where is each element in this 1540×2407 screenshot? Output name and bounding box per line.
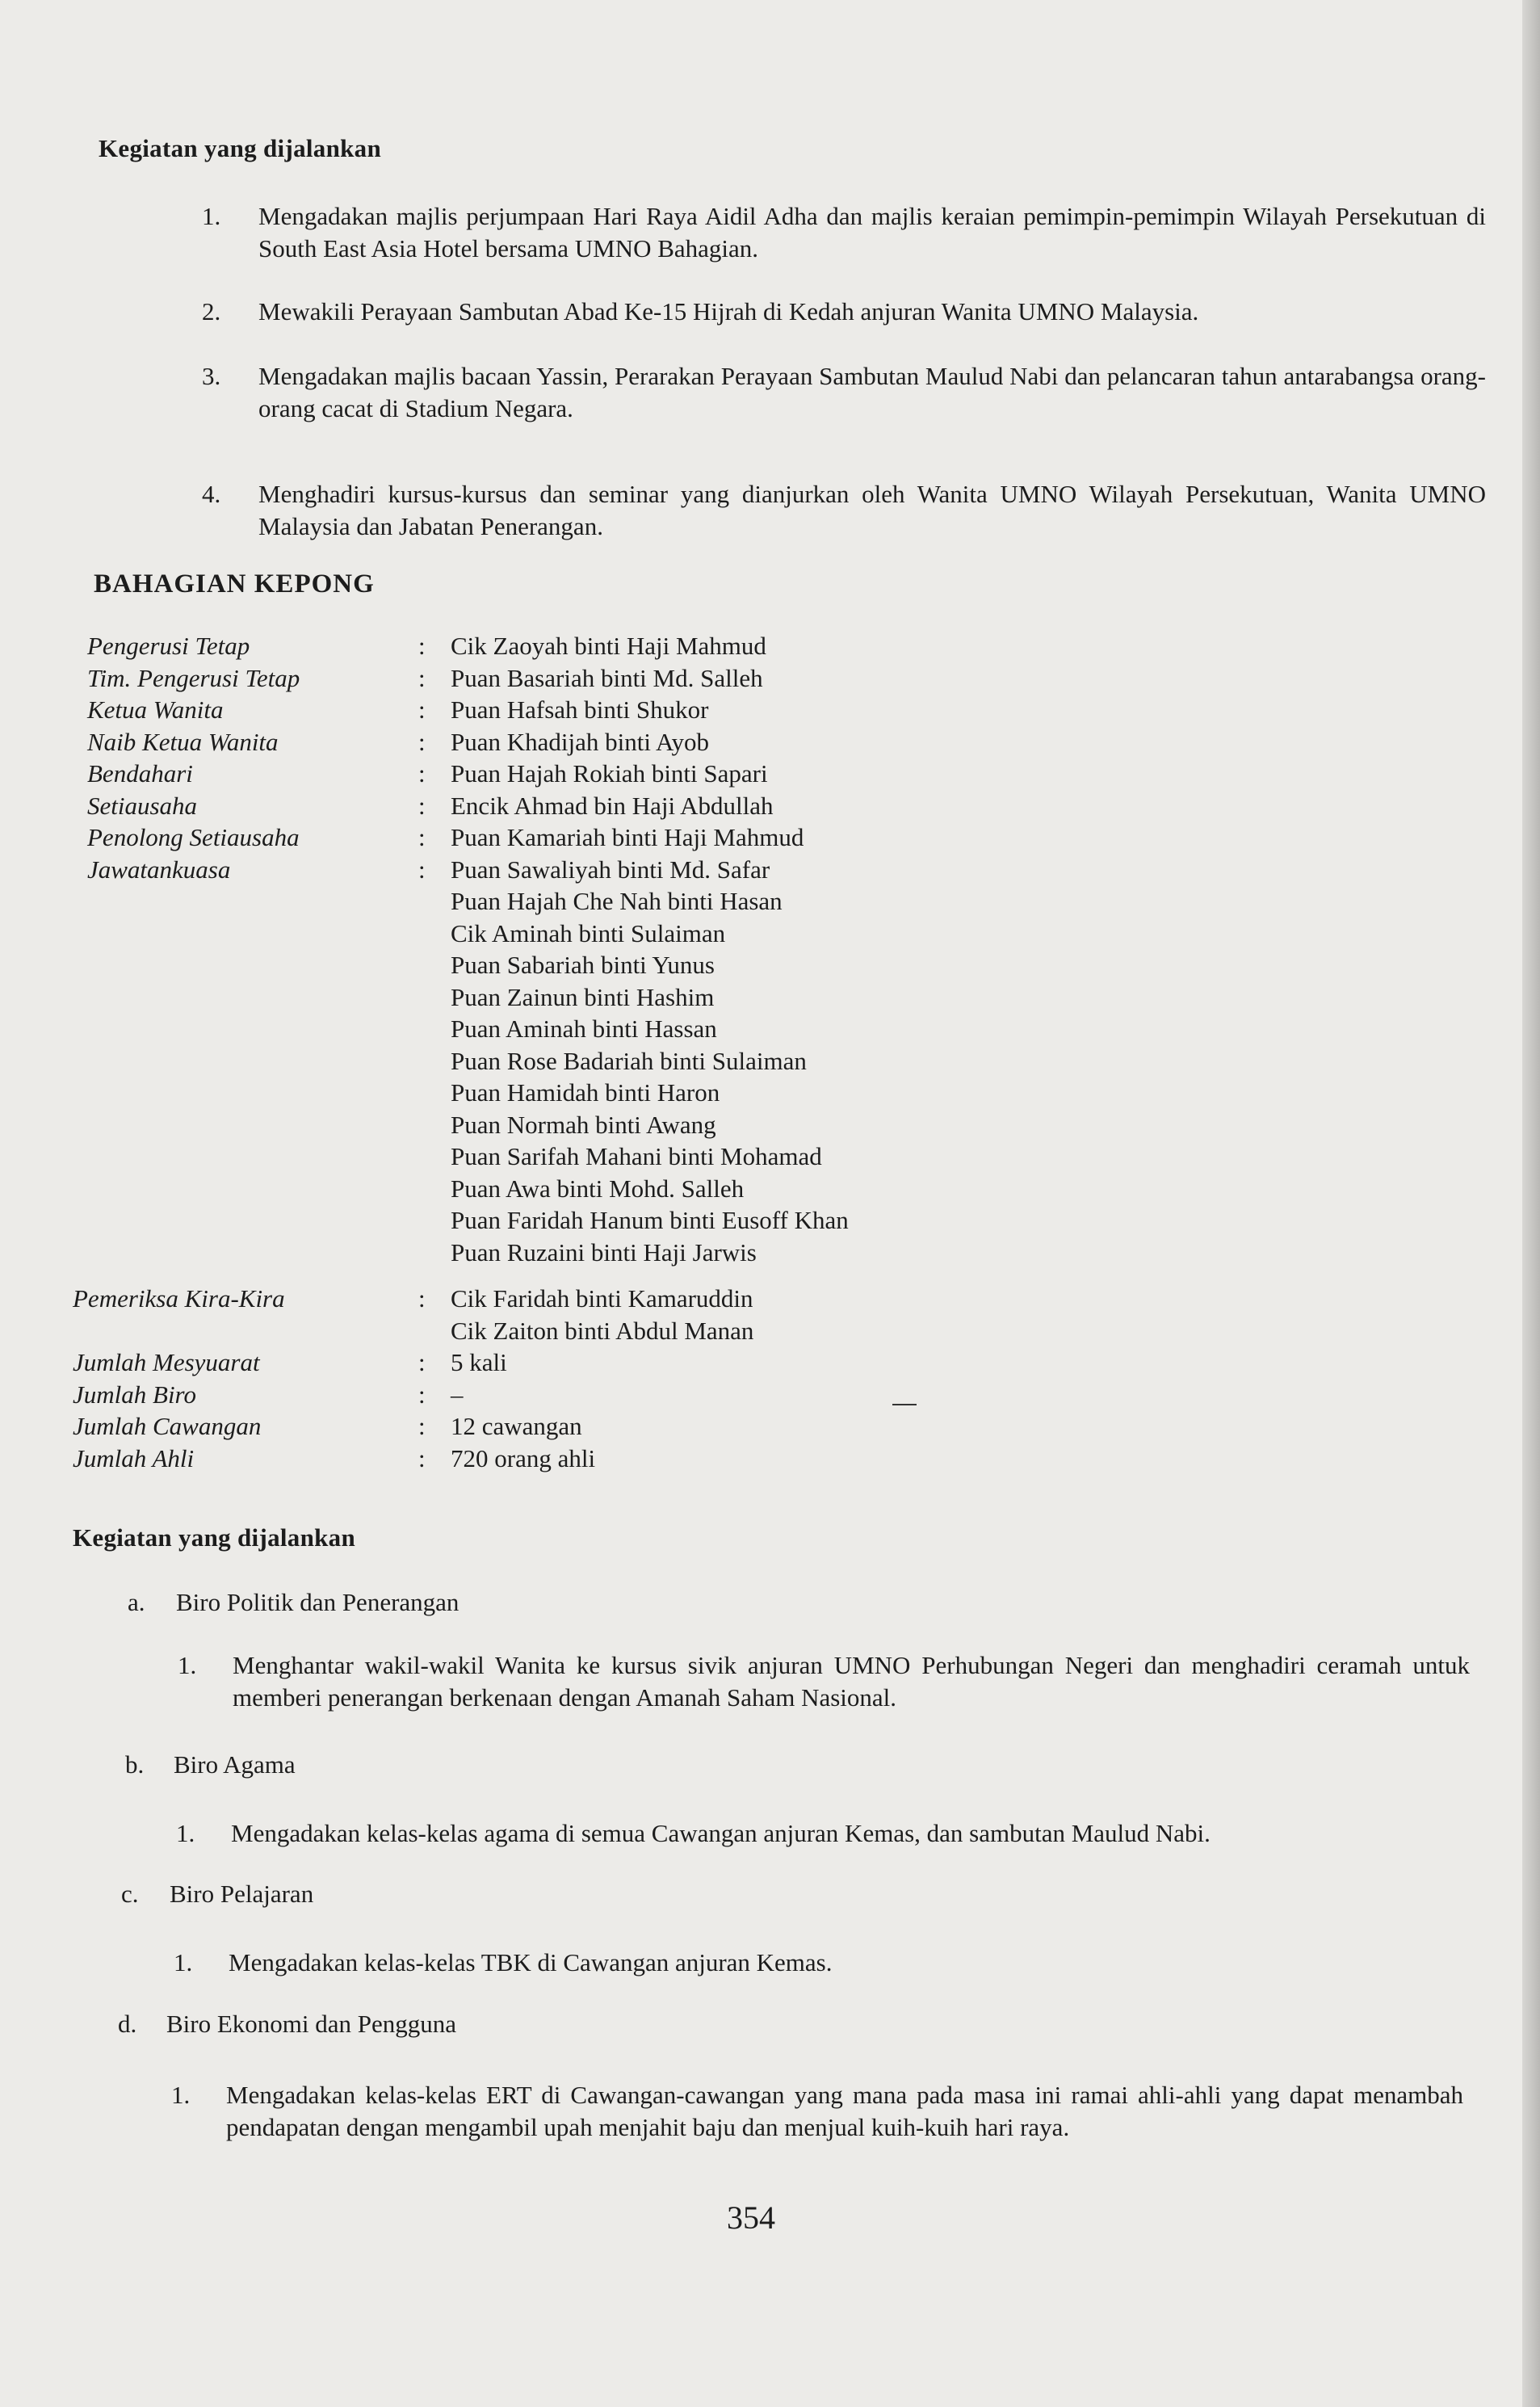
roster-row — [81, 758, 929, 790]
roster-name: Puan Hafsah binti Shukor — [451, 695, 709, 724]
roster-row — [81, 1109, 929, 1141]
roster-row — [73, 1410, 929, 1443]
list-item — [202, 296, 1486, 328]
list-item — [202, 478, 1486, 543]
item-text: Mengadakan majlis perjumpaan Hari Raya Aidil Adha dan majlis keraian pemimpin-pemimpin Wilayah Persekutuan di South East Asia Hotel bersama UMNO Bahagian. — [258, 202, 1486, 263]
roster-name: Puan Awa binti Mohd. Salleh — [451, 1174, 745, 1203]
roster-row — [81, 726, 929, 758]
biro-letter: a. — [128, 1588, 145, 1616]
roster-name: Cik Aminah binti Sulaiman — [451, 918, 726, 947]
roster-name: Puan Sabariah binti Yunus — [451, 951, 715, 979]
roster-row — [73, 1346, 929, 1379]
biro-letter: c. — [121, 1880, 139, 1908]
roster-colon: : — [418, 855, 426, 884]
roster-role: Tim. Pengerusi Tetap — [87, 663, 300, 692]
roster-name: Puan Ruzaini binti Haji Jarwis — [451, 1237, 757, 1267]
item-number: 1. — [178, 1651, 197, 1679]
roster-name: Puan Kamariah binti Haji Mahmud — [451, 823, 804, 851]
roster-row — [81, 885, 929, 918]
page-number: 354 — [727, 2199, 775, 2236]
list-item — [174, 1947, 1466, 1979]
biro-title: Biro Agama — [174, 1750, 296, 1779]
roster-name: Puan Faridah Hanum binti Eusoff Khan — [451, 1206, 849, 1234]
roster-row — [81, 1173, 929, 1205]
biro-letter: d. — [118, 2010, 137, 2038]
stray-mark — [892, 1404, 917, 1405]
roster-name: Puan Rose Badariah binti Sulaiman — [451, 1046, 807, 1075]
roster-colon: : — [418, 695, 426, 724]
biro-letter: b. — [125, 1750, 145, 1779]
roster-role: Jumlah Ahli — [73, 1443, 195, 1472]
roster-row — [81, 1237, 929, 1269]
item-number: 4. — [202, 480, 221, 508]
roster-name: Puan Hamidah binti Haron — [451, 1078, 720, 1107]
section-heading: Kegiatan yang dijalankan — [73, 1523, 356, 1552]
item-number: 3. — [202, 362, 221, 390]
roster-name: – — [451, 1380, 464, 1409]
roster-row — [81, 1077, 929, 1109]
item-text: Mengadakan kelas-kelas agama di semua Cawangan anjuran Kemas, dan sambutan Maulud Nabi. — [231, 1819, 1211, 1847]
roster-name: Puan Hajah Rokiah binti Sapari — [451, 759, 768, 788]
roster-role: Pengerusi Tetap — [87, 632, 250, 660]
roster-name: Cik Zaiton binti Abdul Manan — [451, 1316, 754, 1345]
roster-colon: : — [418, 1443, 426, 1472]
roster-name: Puan Sarifah Mahani binti Mohamad — [451, 1142, 822, 1170]
section-heading: Kegiatan yang dijalankan — [99, 134, 382, 162]
item-number: 1. — [202, 202, 221, 230]
page-edge-shadow — [1522, 0, 1540, 2407]
roster-row — [81, 821, 929, 854]
roster-colon: : — [418, 1348, 426, 1376]
roster-name: 5 kali — [451, 1348, 507, 1376]
item-number: 1. — [174, 1948, 193, 1976]
roster-colon: : — [418, 663, 426, 692]
list-item — [171, 2079, 1463, 2144]
biro-title: Biro Pelajaran — [170, 1880, 314, 1908]
roster-role: Setiausaha — [87, 791, 198, 820]
roster-name: Puan Hajah Che Nah binti Hasan — [451, 887, 783, 915]
roster-role: Bendahari — [87, 759, 193, 788]
roster-row — [81, 662, 929, 695]
biro-title: Biro Ekonomi dan Pengguna — [166, 2010, 457, 2038]
committee-roster — [73, 630, 929, 1474]
roster-role: Jumlah Cawangan — [73, 1412, 262, 1440]
roster-name: Cik Faridah binti Kamaruddin — [451, 1284, 753, 1313]
roster-name: Puan Zainun binti Hashim — [451, 982, 715, 1011]
item-text: Menghantar wakil-wakil Wanita ke kursus sivik anjuran UMNO Perhubungan Negeri dan menghadiri ceramah untuk memberi penerangan berkenaan dengan Amanah Saham Nasional. — [233, 1651, 1470, 1712]
item-text: Mewakili Perayaan Sambutan Abad Ke-15 Hijrah di Kedah anjuran Wanita UMNO Malaysia. — [258, 297, 1199, 326]
roster-row — [81, 790, 929, 822]
roster-name: Puan Normah binti Awang — [451, 1110, 716, 1139]
roster-name: Puan Basariah binti Md. Salleh — [451, 663, 763, 692]
roster-colon: : — [418, 791, 426, 820]
item-text: Mengadakan kelas-kelas TBK di Cawangan anjuran Kemas. — [229, 1948, 833, 1976]
item-number: 2. — [202, 297, 221, 326]
roster-name: Puan Khadijah binti Ayob — [451, 727, 710, 756]
roster-row — [81, 981, 929, 1014]
roster-row — [73, 1379, 929, 1411]
list-item — [176, 1817, 1468, 1850]
roster-row — [81, 694, 929, 726]
item-text: Menghadiri kursus-kursus dan seminar yang dianjurkan oleh Wanita UMNO Wilayah Persekutuan, Wanita UMNO Malaysia dan Jabatan Penerangan. — [258, 480, 1486, 540]
roster-role: Ketua Wanita — [87, 695, 224, 724]
roster-row — [81, 918, 929, 950]
roster-role: Jawatankuasa — [87, 855, 231, 884]
roster-row — [81, 1315, 929, 1347]
list-item — [202, 200, 1486, 265]
roster-role: Pemeriksa Kira-Kira — [73, 1284, 285, 1313]
roster-name: Puan Aminah binti Hassan — [451, 1014, 717, 1043]
roster-colon: : — [418, 823, 426, 851]
roster-role: Penolong Setiausaha — [87, 823, 300, 851]
biro-title: Biro Politik dan Penerangan — [176, 1588, 459, 1616]
roster-row — [81, 630, 929, 662]
roster-name: 720 orang ahli — [451, 1443, 596, 1472]
roster-row — [81, 1140, 929, 1173]
roster-colon: : — [418, 1412, 426, 1440]
roster-row — [81, 854, 929, 886]
item-number: 1. — [176, 1819, 195, 1847]
item-text: Mengadakan majlis bacaan Yassin, Perarakan Perayaan Sambutan Maulud Nabi dan pelancaran tahun antarabangsa orang-orang cacat di Stadium Negara. — [258, 362, 1486, 422]
roster-colon: : — [418, 632, 426, 660]
roster-row — [81, 1013, 929, 1045]
roster-colon: : — [418, 727, 426, 756]
roster-role: Jumlah Biro — [73, 1380, 196, 1409]
roster-row — [73, 1283, 929, 1315]
item-number: 1. — [171, 2081, 191, 2109]
roster-row — [81, 1045, 929, 1077]
roster-name: 12 cawangan — [451, 1412, 582, 1440]
roster-colon: : — [418, 1284, 426, 1313]
roster-name: Puan Sawaliyah binti Md. Safar — [451, 855, 770, 884]
roster-colon: : — [418, 759, 426, 788]
roster-row — [81, 1204, 929, 1237]
item-text: Mengadakan kelas-kelas ERT di Cawangan-cawangan yang mana pada masa ini ramai ahli-ahli yang dapat menambah pendapatan dengan mengambil upah menjahit baju dan menjual kuih-kuih hari raya. — [226, 2081, 1463, 2141]
roster-row — [81, 949, 929, 981]
roster-name: Encik Ahmad bin Haji Abdullah — [451, 791, 774, 820]
roster-name: Cik Zaoyah binti Haji Mahmud — [451, 632, 766, 660]
roster-colon: : — [418, 1380, 426, 1409]
roster-role: Naib Ketua Wanita — [87, 727, 279, 756]
list-item — [202, 360, 1486, 425]
bahagian-heading: BAHAGIAN KEPONG — [94, 569, 375, 599]
roster-row — [73, 1443, 929, 1475]
list-item — [178, 1649, 1470, 1714]
roster-role: Jumlah Mesyuarat — [73, 1348, 260, 1376]
